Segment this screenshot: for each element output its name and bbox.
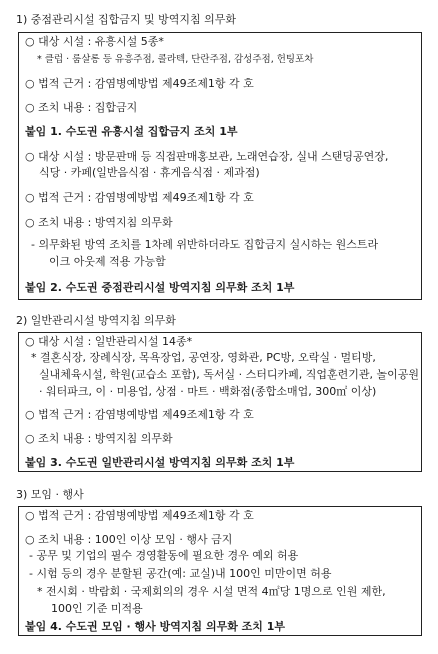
action-line: ○ 조치 내용 : 방역지침 의무화 [25, 432, 173, 445]
footnote-line-continued: 실내체육시설, 학원(교습소 포함), 독서실 · 스터디카페, 직업훈련기관, 놀이공원 [39, 368, 419, 381]
detail-line: - 의무화된 방역 조치를 1차례 위반하더라도 집합금지 실시하는 원스트라 [31, 238, 379, 251]
attachment-line: 붙임 2. 수도권 중점관리시설 방역지침 의무화 조치 1부 [25, 281, 295, 294]
legal-basis-line: ○ 법적 근거 : 감염병예방법 제49조제1항 각 호 [25, 509, 254, 522]
target-facility-line: ○ 대상 시설 : 방문판매 등 직접판매홍보관, 노래연습장, 실내 스탠딩공연장, [25, 150, 389, 163]
section-2-box [18, 332, 422, 472]
action-line: ○ 조치 내용 : 100인 이상 모임 · 행사 금지 [25, 533, 233, 546]
section-3-box [18, 506, 422, 636]
target-facility-line: ○ 대상 시설 : 유흥시설 5종* [25, 35, 164, 48]
target-facility-continued: 식당 · 카페(일반음식점 · 휴게음식점 · 제과점) [39, 166, 260, 179]
action-line: ○ 조치 내용 : 방역지침 의무화 [25, 216, 173, 229]
footnote-line: * 결혼식장, 장례식장, 목욕장업, 공연장, 영화관, PC방, 오락실 · 멀티방, [31, 351, 376, 364]
detail-line-continued: 이크 아웃제 적용 가능함 [49, 255, 166, 268]
detail-line: - 시험 등의 경우 분할된 공간(예: 교실)내 100인 미만이면 허용 [29, 567, 332, 580]
section-1-box [18, 32, 422, 300]
footnote-line-continued: · 워터파크, 이 · 미용업, 상점 · 마트 · 백화점(종합소매업, 300㎡ 이상) [39, 385, 377, 398]
footnote-line-continued: 100인 기준 미적용 [51, 602, 143, 615]
action-line: ○ 조치 내용 : 집합금지 [25, 101, 138, 114]
attachment-line: 붙임 1. 수도권 유흥시설 집합금지 조치 1부 [25, 125, 238, 138]
attachment-line: 붙임 4. 수도권 모임 · 행사 방역지침 의무화 조치 1부 [25, 620, 286, 633]
attachment-line: 붙임 3. 수도권 일반관리시설 방역지침 의무화 조치 1부 [25, 456, 295, 469]
legal-basis-line: ○ 법적 근거 : 감염병예방법 제49조제1항 각 호 [25, 191, 254, 204]
legal-basis-line: ○ 법적 근거 : 감염병예방법 제49조제1항 각 호 [25, 77, 254, 90]
section-1-title: 1) 중점관리시설 집합금지 및 방역지침 의무화 [16, 13, 237, 26]
footnote-line: * 전시회 · 박람회 · 국제회의의 경우 시설 면적 4㎡당 1명으로 인원 제한, [37, 585, 386, 598]
target-facility-line: ○ 대상 시설 : 일반관리시설 14종* [25, 335, 193, 348]
footnote-line: * 클럽 · 룸살롱 등 유흥주점, 콜라텍, 단란주점, 감성주점, 헌팅포차 [37, 54, 314, 65]
legal-basis-line: ○ 법적 근거 : 감염병예방법 제49조제1항 각 호 [25, 408, 254, 421]
detail-line: - 공무 및 기업의 필수 경영활동에 필요한 경우 예외 허용 [29, 549, 299, 562]
section-3-title: 3) 모임 · 행사 [16, 488, 84, 501]
section-2-title: 2) 일반관리시설 방역지침 의무화 [16, 314, 176, 327]
